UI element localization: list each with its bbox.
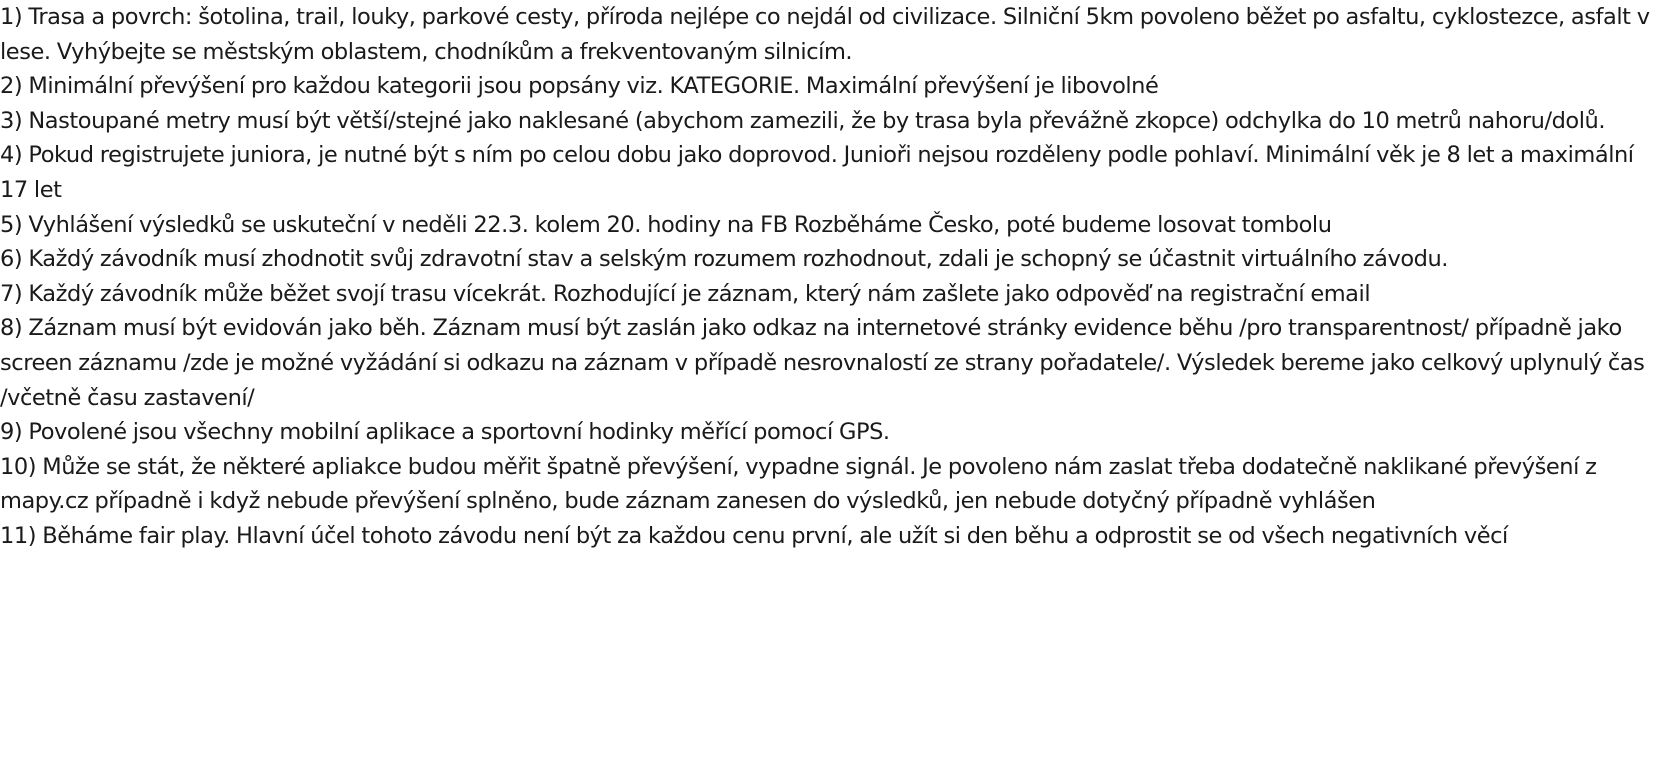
- rule-1-trail-surface: 1) Trasa a povrch: šotolina, trail, louky, parkové cesty, příroda nejlépe co nejdál od civilizace. Silniční 5km povoleno běžet po asfaltu, cyklostezce, asfalt v lese. Vyhýbejte se městským oblastem, chodníkům a frekventovaným silnicím.: [0, 4, 1650, 65]
- rule-2-minimum-elevation: 2) Minimální převýšení pro každou kategorii jsou popsány viz. KATEGORIE. Maximální převýšení je libovolné: [0, 73, 1159, 100]
- rule-3-ascent-descent: 3) Nastoupané metry musí být větší/stejné jako naklesané (abychom zamezili, že by trasa byla převážně zkopce) odchylka do 10 metrů nahoru/dolů.: [0, 107, 1606, 134]
- rule-7-multiple-attempts: 7) Každý závodník může běžet svojí trasu vícekrát. Rozhodující je záznam, který nám zašlete jako odpověď na registrační email: [0, 280, 1371, 307]
- rule-9-allowed-apps: 9) Povolené jsou všechny mobilní aplikace a sportovní hodinky měřící pomocí GPS.: [0, 419, 890, 446]
- rule-11-fair-play: 11) Běháme fair play. Hlavní účel tohoto závodu není být za každou cenu první, ale užít si den běhu a odprostit se od všech negativních věcí: [0, 522, 1508, 549]
- rule-10-elevation-errors: 10) Může se stát, že některé apliakce budou měřit špatně převýšení, vypadne signál. Je povoleno nám zaslat třeba dodatečně naklikané převýšení z mapy.cz případně i když nebude převýšení splněno, bude záznam zanesen do výsledků, jen nebude dotyčný případně vyhlášen: [0, 453, 1597, 515]
- rule-6-health-condition: 6) Každý závodník musí zhodnotit svůj zdravotní stav a selským rozumem rozhodnout, zdali je schopný se účastnit virtuálního závodu.: [0, 246, 1448, 273]
- rule-8-record-evidence: 8) Záznam musí být evidován jako běh. Záznam musí být zaslán jako odkaz na internetové stránky evidence běhu /pro transparentnost/ případně jako screen záznamu /zde je možné vyžádání si odkazu na záznam v případě nesrovnalostí ze strany pořadatele/. Výsledek bereme jako celkový uplynulý čas /včetně času zastavení/: [0, 315, 1645, 411]
- rule-5-results-announcement: 5) Vyhlášení výsledků se uskuteční v neděli 22.3. kolem 20. hodiny na FB Rozběháme Česko, poté budeme losovat tombolu: [0, 211, 1332, 238]
- rule-4-juniors: 4) Pokud registrujete juniora, je nutné být s ním po celou dobu jako doprovod. Junioři nejsou rozděleny podle pohlaví. Minimální věk je 8 let a maximální 17 let: [0, 142, 1634, 203]
